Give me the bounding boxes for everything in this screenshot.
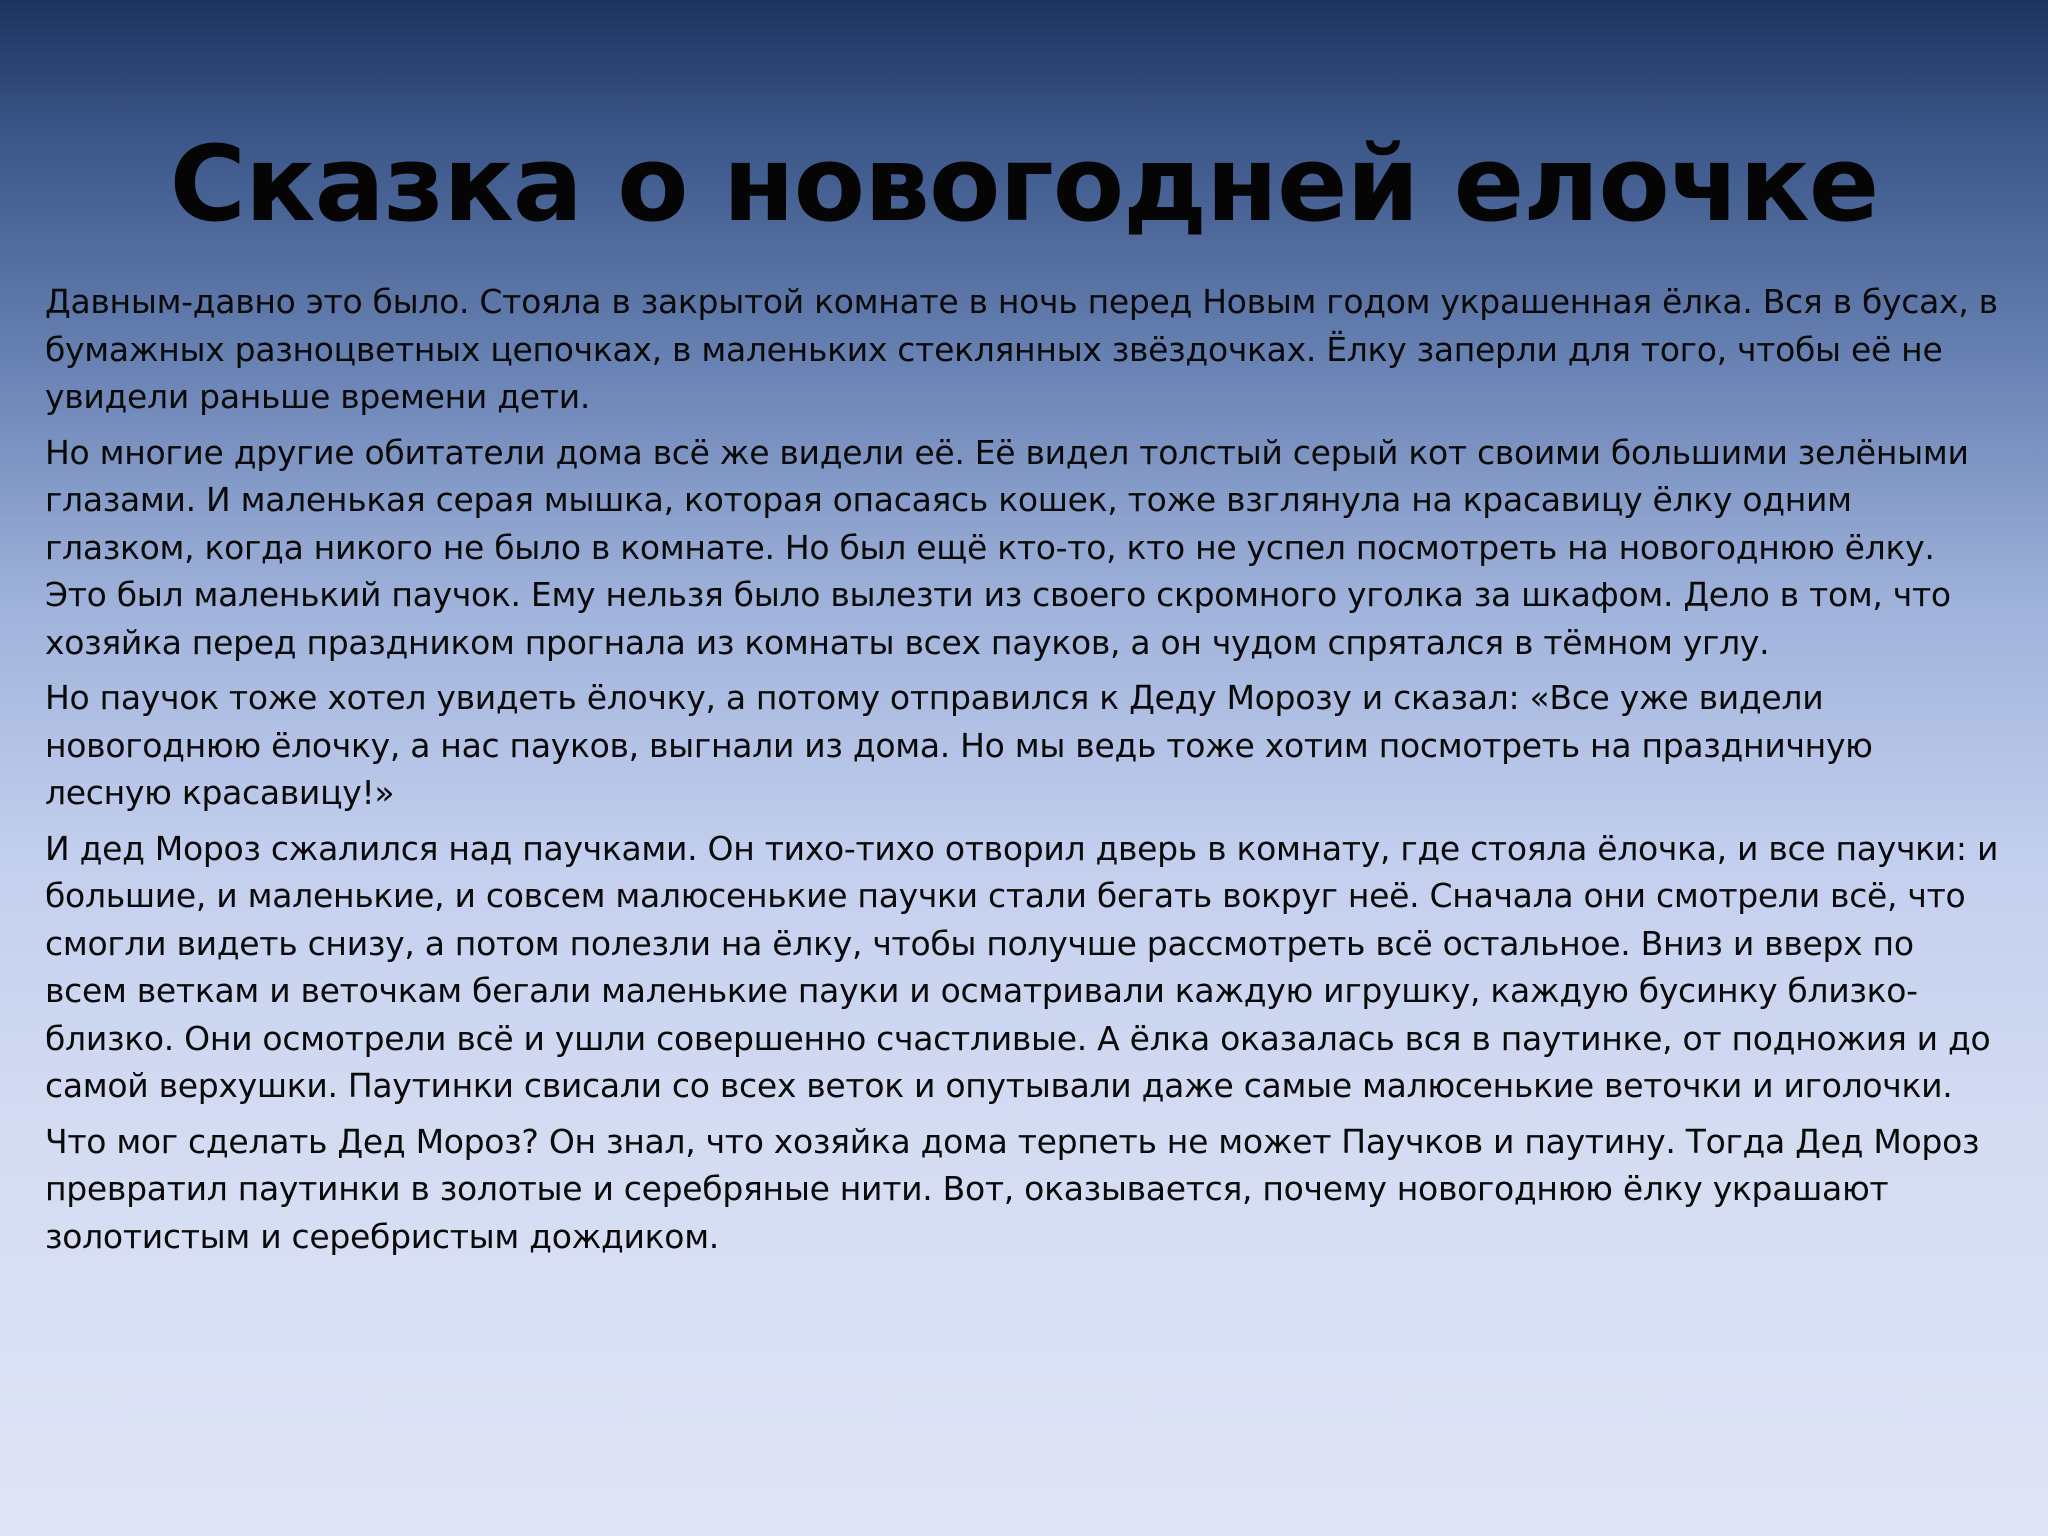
story-text — [45, 278, 2005, 1268]
paragraph-3: Но паучок тоже хотел увидеть ёлочку, а потому отправился к Деду Морозу и сказал: «Все уже видели новогоднюю ёлочку, а нас пауков, выгнали из дома. Но мы ведь тоже хотим посмотреть на праздничную лесную красавицу!» — [45, 678, 1873, 812]
paragraph-1: Давным-давно это было. Стояла в закрытой комнате в ночь перед Новым годом украшенная ёлка. Вся в бусах, в бумажных разноцветных цепочках, в маленьких стеклянных звёздочках. Ёлку заперли для того, чтобы её не увидели раньше времени дети. — [45, 282, 1998, 416]
paragraph-4: И дед Мороз сжалился над паучками. Он тихо-тихо отворил дверь в комнату, где стояла ёлочка, и все паучки: и большие, и маленькие, и совсем малюсенькие паучки стали бегать вокруг неё. Сначала они смотрели всё, что смогли видеть снизу, а потом полезли на ёлку, чтобы получше рассмотреть всё остальное. Вниз и вверх по всем веткам и веточкам бегали маленькие пауки и осматривали каждую игрушку, каждую бусинку близко-близко. Они осмотрели всё и ушли совершенно счастливые. А ёлка оказалась вся в паутинке, от подножия и до самой верхушки. Паутинки свисали со всех веток и опутывали даже самые малюсенькие веточки и иголочки. — [45, 828, 1999, 1105]
slide-title: Сказка о новогодней елочке — [169, 123, 1879, 245]
paragraph-2: Но многие другие обитатели дома всё же видели её. Её видел толстый серый кот своими большими зелёными глазами. И маленькая серая мышка, которая опасаясь кошек, тоже взглянула на красавицу ёлку одним глазком, когда никого не было в комнате. Но был ещё кто-то, кто не успел посмотреть на новогоднюю ёлку. Это был маленький паучок. Ему нельзя было вылезти из своего скромного уголка за шкафом. Дело в том, что хозяйка перед праздником прогнала из комнаты всех пауков, а он чудом спрятался в тёмном углу. — [45, 432, 1969, 662]
paragraph-5: Что мог сделать Дед Мороз? Он знал, что хозяйка дома терпеть не может Паучков и паутину. Тогда Дед Мороз превратил паутинки в золотые и серебряные нити. Вот, оказывается, почему новогоднюю ёлку украшают золотистым и серебристым дождиком. — [45, 1121, 1980, 1256]
